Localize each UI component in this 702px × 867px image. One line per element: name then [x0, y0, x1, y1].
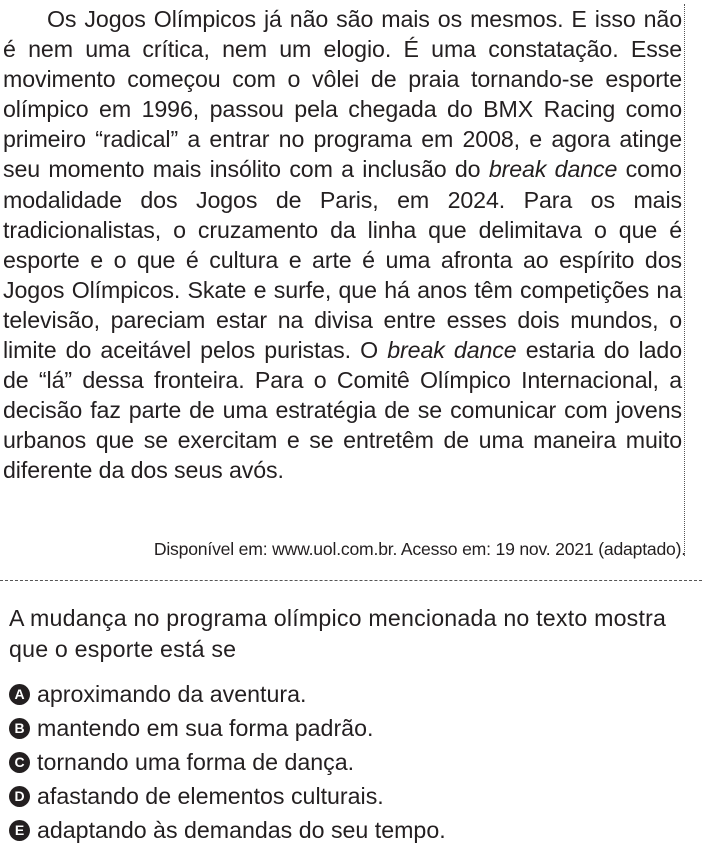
- option-text: mantendo em sua forma padrão.: [37, 714, 374, 741]
- reading-passage: [3, 4, 685, 556]
- question-stem: A mudança no programa olímpico mencionada no texto mostra que o esporte está se: [9, 605, 667, 662]
- option-letter-badge: C: [9, 752, 30, 773]
- answer-options: [9, 677, 446, 847]
- option-letter-badge: A: [9, 684, 30, 705]
- passage-part-2: como modalidade dos Jogos de Paris, em 2024. Para os mais tradicionalistas, o cruzamento da linha que delimitava o que é esporte e o que é cultura e arte é uma afronta ao espírito dos Jogos Olímpicos. Skate e surfe, que há anos têm competições na televisão, pareciam estar na divisa entre esses dois mundos, o limite do aceitável pelos puristas. O: [3, 156, 682, 364]
- option-e[interactable]: [9, 813, 446, 847]
- passage-part-1: Os Jogos Olímpicos já não são mais os mesmos. E isso não é nem uma crítica, nem um elogio. É uma constatação. Esse movimento começou com o vôlei de praia tornando-se esporte olímpico em 1996, passou pela chegada do BMX Racing como primeiro “radical” a entrar no programa em 2008, e agora atinge seu momento mais insólito com a inclusão do: [3, 6, 682, 183]
- passage-italic-1: break dance: [488, 156, 618, 183]
- passage-part-3: estaria do lado de “lá” dessa fronteira. Para o Comitê Olímpico Internacional, a decisão faz parte de uma estratégia de se comunicar com jovens urbanos que se exercitam e se entretêm de uma maneira muito diferente da dos seus avós.: [3, 337, 682, 484]
- passage-italic-2: break dance: [387, 337, 517, 364]
- passage-text: [3, 4, 684, 486]
- option-c[interactable]: [9, 745, 446, 779]
- option-text: tornando uma forma de dança.: [37, 748, 355, 775]
- option-b[interactable]: [9, 711, 446, 745]
- option-text: aproximando da aventura.: [37, 680, 307, 707]
- option-text: adaptando às demandas do seu tempo.: [37, 816, 446, 843]
- option-a[interactable]: [9, 677, 446, 711]
- option-d[interactable]: [9, 779, 446, 813]
- option-letter-badge: D: [9, 786, 30, 807]
- option-letter-badge: B: [9, 718, 30, 739]
- option-letter-badge: E: [9, 820, 30, 841]
- dashed-divider: [0, 580, 702, 581]
- option-text: afastando de elementos culturais.: [37, 782, 384, 809]
- source-citation: Disponível em: www.uol.com.br. Acesso em: 19 nov. 2021 (adaptado).: [153, 539, 686, 559]
